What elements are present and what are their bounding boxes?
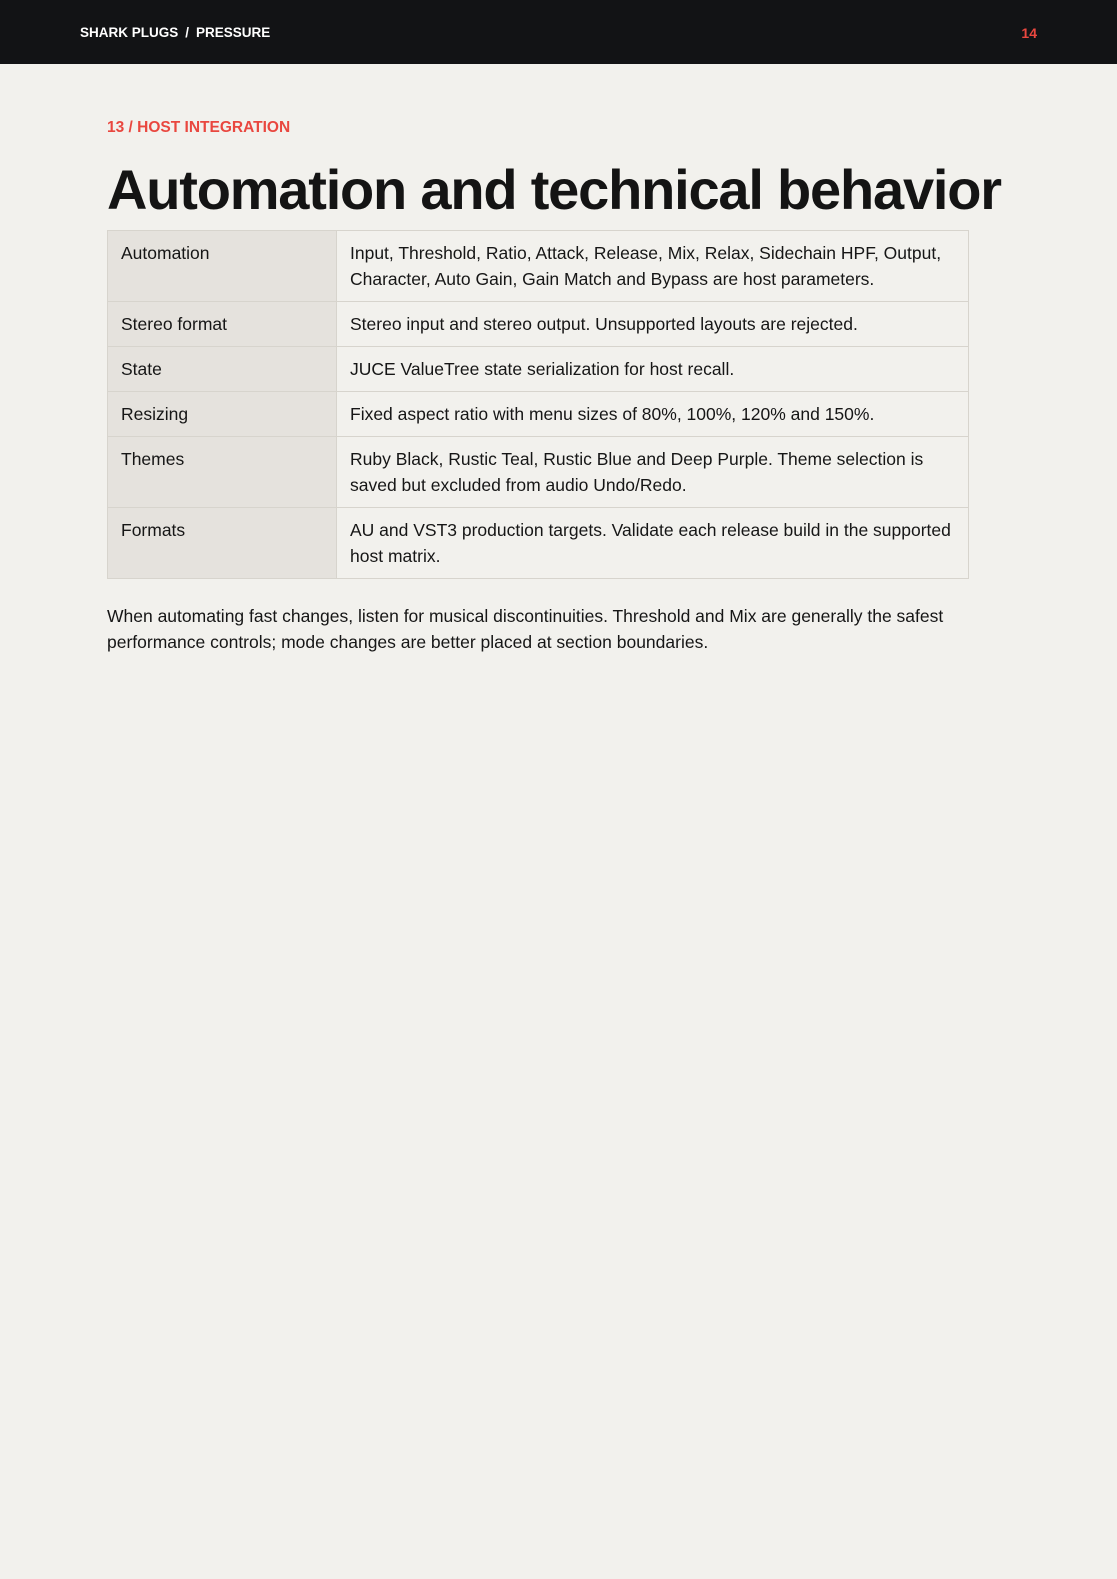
page-number: 14 [1021, 25, 1037, 41]
table-row [108, 437, 969, 508]
row-key: Stereo format [108, 302, 337, 347]
row-value: JUCE ValueTree state serialization for host recall. [337, 347, 969, 392]
top-bar [0, 0, 1117, 64]
row-key: Themes [108, 437, 337, 508]
spec-table [107, 230, 969, 579]
row-value: Fixed aspect ratio with menu sizes of 80%, 100%, 120% and 150%. [337, 392, 969, 437]
row-value: Input, Threshold, Ratio, Attack, Release, Mix, Relax, Sidechain HPF, Output, Character, Auto Gain, Gain Match and Bypass are host parameters. [337, 231, 969, 302]
table-row [108, 508, 969, 579]
table-row [108, 302, 969, 347]
breadcrumb-separator: / [185, 25, 190, 40]
section-label: 13 / HOST INTEGRATION [107, 119, 291, 136]
main-content [107, 118, 1001, 655]
row-value: Stereo input and stereo output. Unsupported layouts are rejected. [337, 302, 969, 347]
breadcrumb-brand: SHARK PLUGS [80, 25, 179, 40]
page-title: Automation and technical behavior [107, 158, 1001, 221]
breadcrumb [80, 25, 270, 40]
table-row [108, 231, 969, 302]
row-key: Automation [108, 231, 337, 302]
row-key: State [108, 347, 337, 392]
row-key: Resizing [108, 392, 337, 437]
row-value: AU and VST3 production targets. Validate each release build in the supported host matrix. [337, 508, 969, 579]
table-row [108, 392, 969, 437]
table-row [108, 347, 969, 392]
row-key: Formats [108, 508, 337, 579]
breadcrumb-product: PRESSURE [196, 25, 271, 40]
row-value: Ruby Black, Rustic Teal, Rustic Blue and Deep Purple. Theme selection is saved but excluded from audio Undo/Redo. [337, 437, 969, 508]
note-paragraph: When automating fast changes, listen for musical discontinuities. Threshold and Mix are generally the safest performance controls; mode changes are better placed at section boundaries. [107, 606, 944, 652]
